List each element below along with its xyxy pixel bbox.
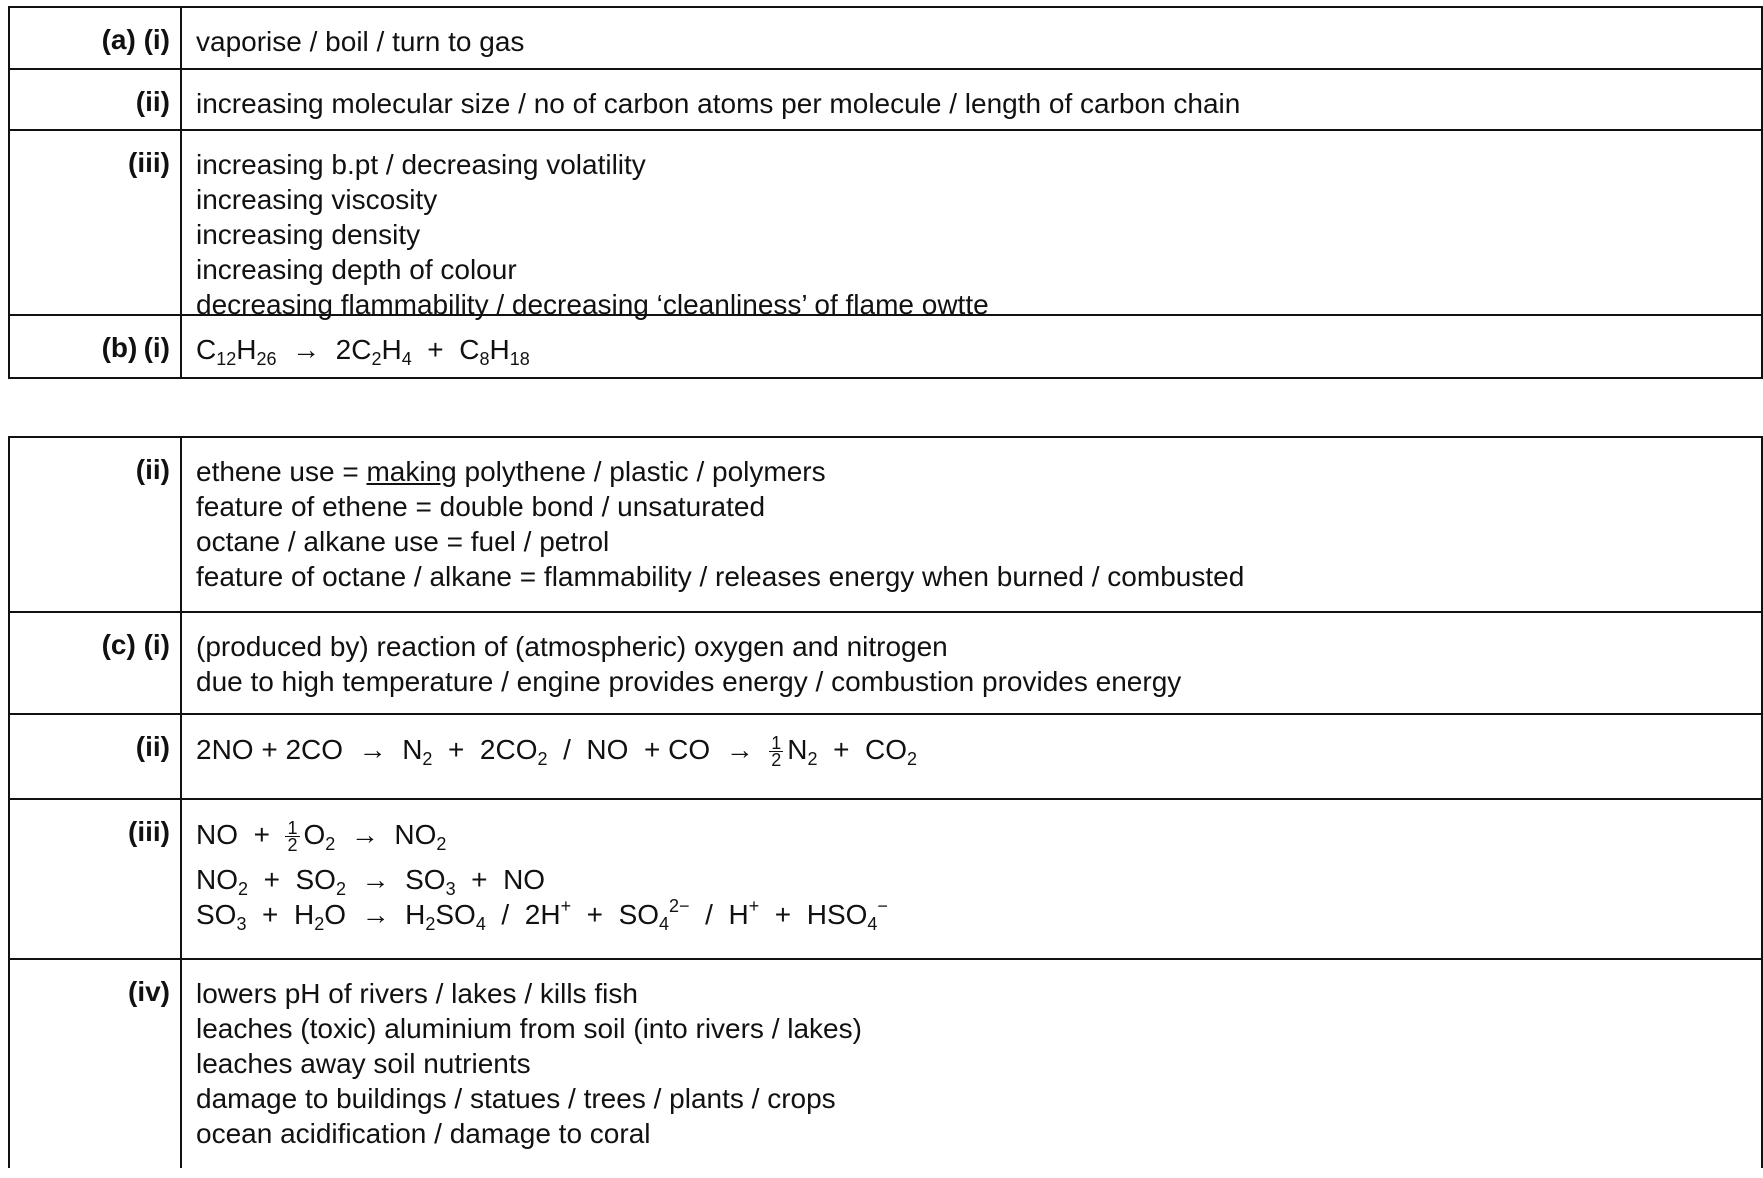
subpart-label: (ii)	[135, 86, 170, 117]
answer-line: due to high temperature / engine provides energy / combustion provides energy	[196, 666, 1182, 697]
answer-cell	[182, 960, 1761, 1168]
question-label	[10, 613, 182, 713]
fraction-half: $\frac{1}{2}$	[771, 733, 782, 771]
row-b-ii	[10, 436, 1761, 611]
part-label: (c)	[101, 629, 136, 660]
answer-cell	[182, 800, 1761, 958]
answer-line: feature of ethene = double bond / unsaturated	[196, 491, 766, 522]
answer-line: vaporise / boil / turn to gas	[196, 26, 525, 57]
subpart-label: (i)	[143, 332, 170, 363]
equation-line: $SO_3 + H_2O \to H_2SO_4 / 2H^+ + SO_4^{2-} / H^+ + HSO_4^-$	[196, 896, 888, 934]
question-label	[10, 8, 182, 68]
subpart-label: (iii)	[128, 147, 170, 178]
answer-line: feature of octane / alkane = flammability / releases energy when burned / combusted	[196, 561, 1245, 592]
answer-line: increasing density	[196, 219, 421, 250]
answer-line: increasing molecular size / no of carbon atoms per molecule / length of carbon chain	[196, 88, 1241, 119]
row-c-i	[10, 611, 1761, 713]
fraction-half: $\frac{1}{2}$	[287, 818, 298, 856]
row-a-ii	[10, 68, 1761, 129]
answer-cell	[182, 438, 1761, 611]
equation-line: NO + $\frac{1}{2}$ $O_2 \to NO_2$	[196, 818, 447, 856]
mark-scheme-table-2	[8, 436, 1763, 1168]
row-a-i	[10, 6, 1761, 68]
answer-cell	[182, 316, 1761, 377]
part-label: (b)	[101, 332, 138, 363]
question-label	[10, 316, 182, 377]
row-c-iii	[10, 798, 1761, 958]
answer-line: increasing depth of colour	[196, 254, 517, 285]
answer-cell	[182, 131, 1761, 320]
question-label	[10, 800, 182, 958]
cracking-equation: $C_{12}H_{26} \to 2C_2H_4 + C_8H_{18}$	[196, 334, 530, 369]
underlined-keyword: making	[366, 456, 457, 487]
answer-line: ocean acidification / damage to coral	[196, 1118, 651, 1149]
subpart-label: (ii)	[135, 454, 170, 485]
question-label	[10, 70, 182, 129]
row-b-i	[10, 314, 1761, 379]
answer-cell	[182, 70, 1761, 129]
answer-line: lowers pH of rivers / lakes / kills fish	[196, 978, 638, 1009]
question-label	[10, 715, 182, 798]
answer-line: damage to buildings / statues / trees / plants / crops	[196, 1083, 836, 1114]
subpart-label: (i)	[143, 24, 170, 55]
answer-line: increasing viscosity	[196, 184, 438, 215]
answer-line: (produced by) reaction of (atmospheric) oxygen and nitrogen	[196, 631, 948, 662]
answer-line: leaches (toxic) aluminium from soil (into rivers / lakes)	[196, 1013, 862, 1044]
answer-cell	[182, 8, 1761, 68]
question-label	[10, 131, 182, 314]
row-c-iv	[10, 958, 1761, 1168]
answer-line: ethene use = making polythene / plastic / polymers	[196, 456, 826, 487]
equation-line: $NO_2 + SO_2 \to SO_3$ + NO	[196, 864, 546, 899]
answer-line: increasing b.pt / decreasing volatility	[196, 149, 646, 180]
answer-cell	[182, 613, 1761, 713]
mark-scheme-table-1	[8, 6, 1763, 379]
catalytic-converter-equation: $2NO + 2CO \to N_2 + 2CO_2$ / NO + CO → $\frac{1}{2}$ $N_2 + CO_2$	[196, 733, 918, 771]
row-c-ii	[10, 713, 1761, 798]
subpart-label: (iii)	[128, 816, 170, 847]
subpart-label: (ii)	[135, 731, 170, 762]
answer-line: decreasing flammability / decreasing ‘cleanliness’ of flame owtte	[196, 289, 989, 320]
question-label	[10, 438, 182, 611]
part-label: (a)	[101, 24, 136, 55]
answer-cell	[182, 715, 1761, 798]
subpart-label: (iv)	[128, 976, 170, 1007]
question-label	[10, 960, 182, 1168]
row-a-iii	[10, 129, 1761, 320]
answer-line: leaches away soil nutrients	[196, 1048, 531, 1079]
subpart-label: (i)	[143, 629, 170, 660]
answer-line: octane / alkane use = fuel / petrol	[196, 526, 610, 557]
